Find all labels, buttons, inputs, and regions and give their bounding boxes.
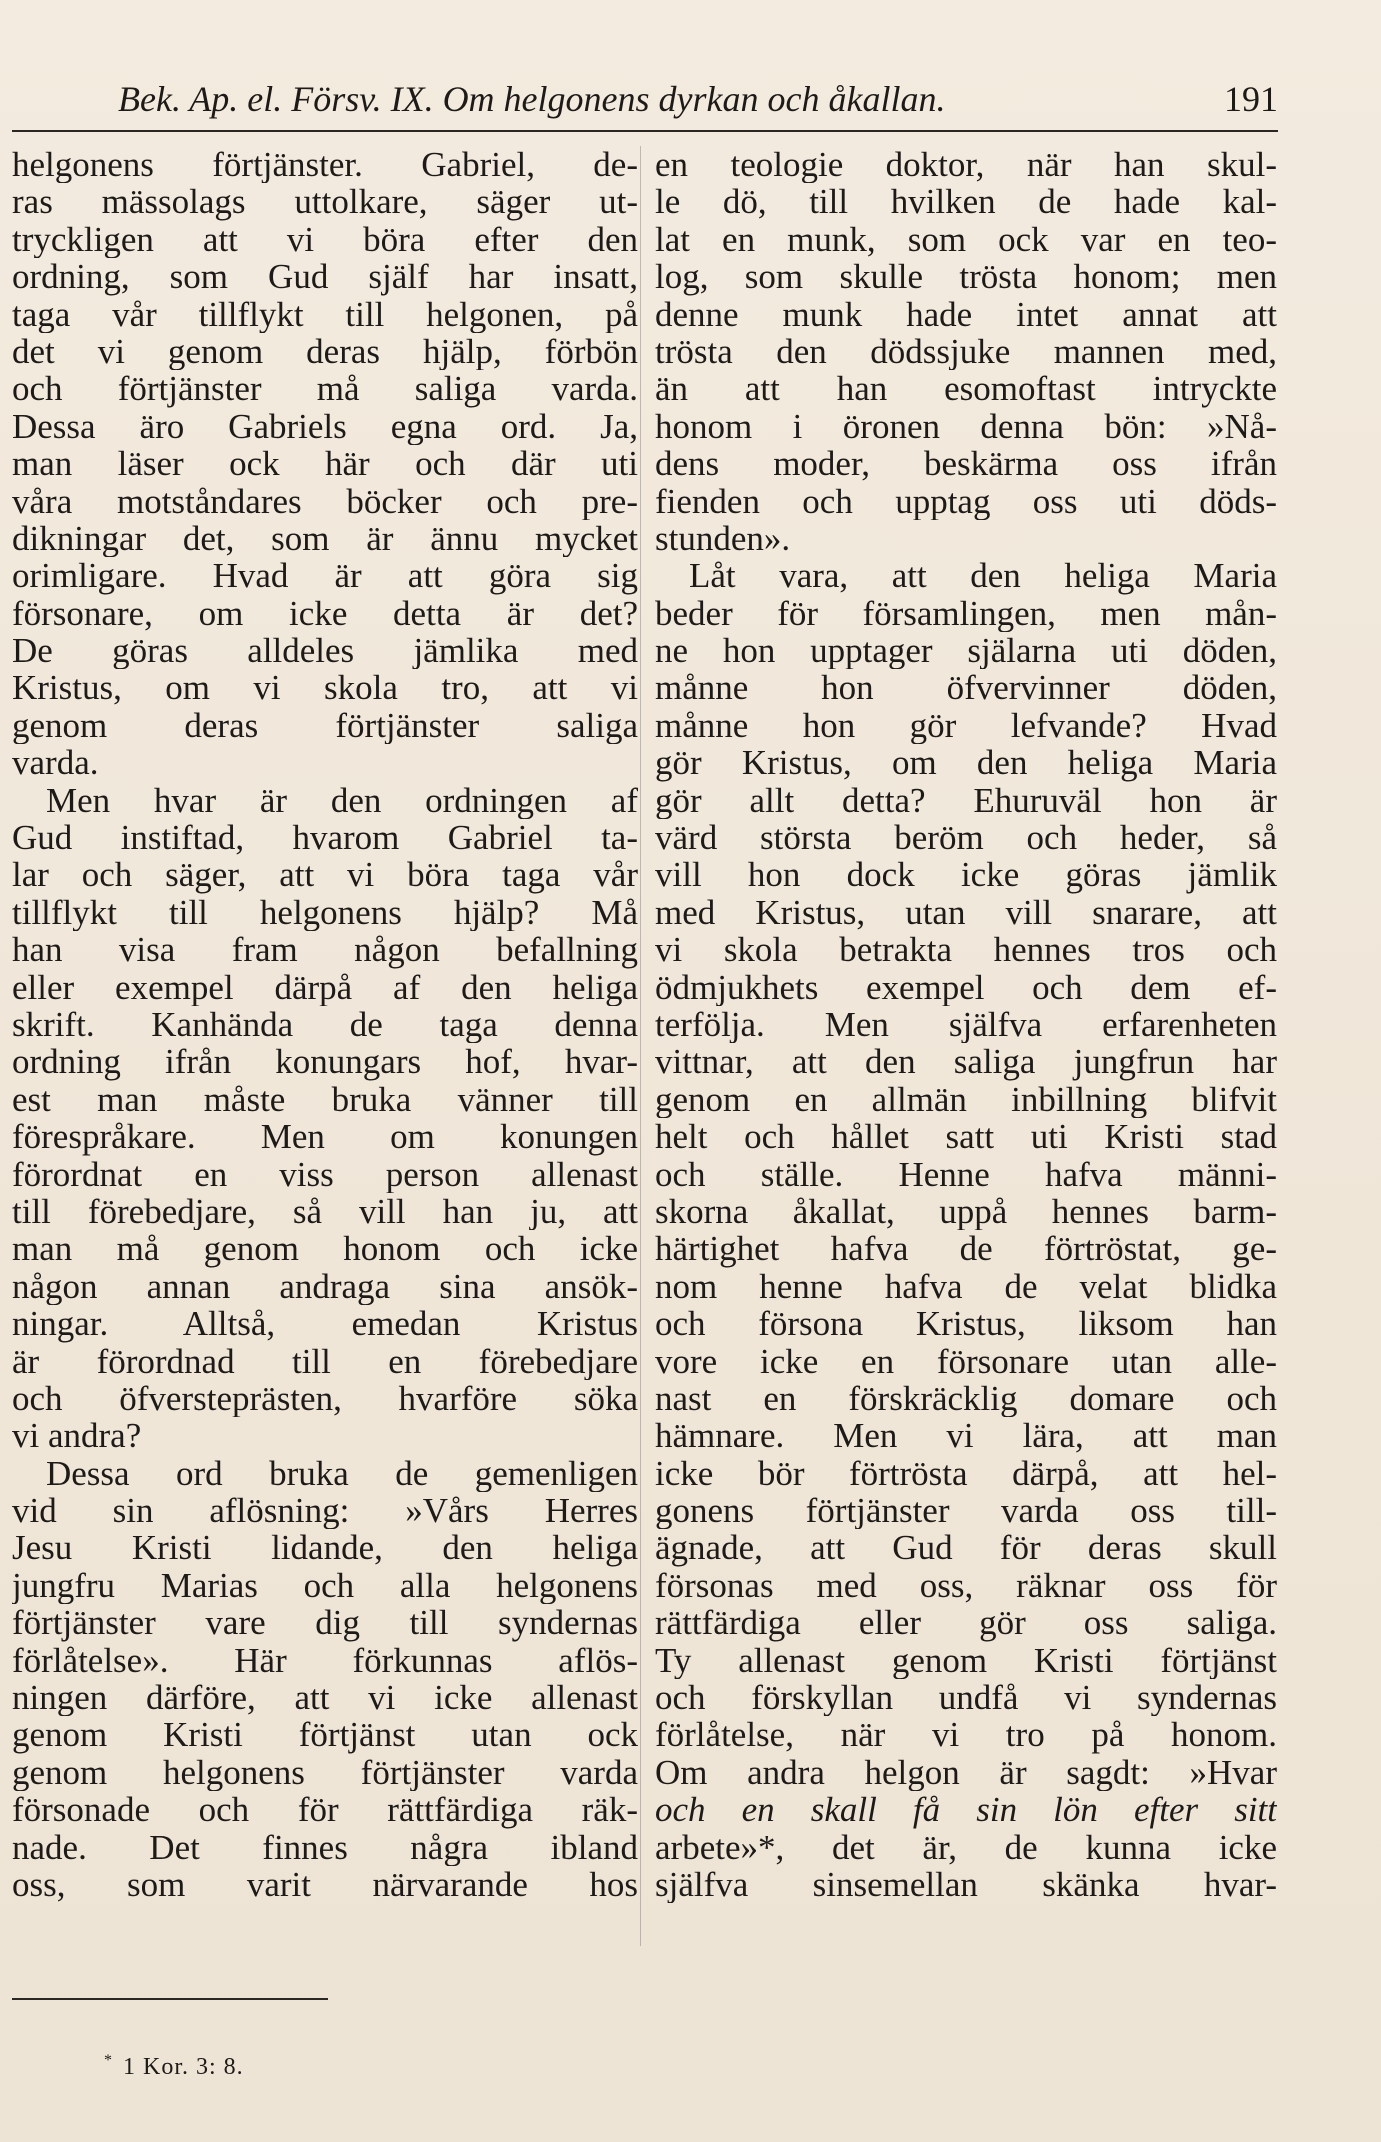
- text-line: denne munk hade intet annat att: [655, 295, 1277, 333]
- text-line: till förebedjare, så vill han ju, att: [12, 1192, 638, 1231]
- footnote-rule: [12, 1998, 328, 2000]
- text-line: och öfversteprästen, hvarföre söka: [12, 1379, 638, 1418]
- column-divider: [640, 146, 641, 1946]
- text-line: vi skola betrakta hennes tros och: [655, 931, 1277, 969]
- text-line: dikningar det, som är ännu mycket: [12, 519, 638, 558]
- text-line: gör allt detta? Ehuruväl hon är: [655, 781, 1277, 820]
- text-line: vill hon dock icke göras jämlik: [655, 856, 1277, 894]
- text-line: icke bör förtrösta därpå, att hel-: [655, 1454, 1277, 1493]
- text-line: förlåtelse, när vi tro på honom.: [655, 1716, 1277, 1754]
- text-line: tryckligen att vi böra efter den: [12, 220, 638, 259]
- text-line: gonens förtjänster varda oss till-: [655, 1492, 1277, 1530]
- text-line: förtjänster vare dig till syndernas: [12, 1604, 638, 1642]
- text-line: Låt vara, att den heliga Maria: [689, 557, 1277, 595]
- text-line: försonas med oss, räknar oss för: [655, 1566, 1277, 1605]
- header-rule: [12, 130, 1278, 132]
- text-line: Gud instiftad, hvarom Gabriel ta-: [12, 819, 638, 857]
- text-line: Dessa ord bruka de gemenligen: [46, 1454, 638, 1493]
- text-line: ningar. Alltså, emedan Kristus: [12, 1305, 638, 1343]
- text-line: vid sin aflösning: »Vårs Herres: [12, 1492, 638, 1530]
- text-line: med Kristus, utan vill snarare, att: [655, 893, 1277, 932]
- footnote-marker: *: [104, 2052, 113, 2069]
- text-line: ras mässolags uttolkare, säger ut-: [12, 183, 638, 221]
- text-line: förespråkare. Men om konungen: [12, 1118, 638, 1156]
- text-line: genom Kristi förtjänst utan ock: [12, 1716, 638, 1754]
- text-line: våra motståndares böcker och pre-: [12, 482, 638, 520]
- running-title: Bek. Ap. el. Försv. IX. Om helgonens dyrkan och åkallan.: [118, 79, 946, 119]
- text-line: månne hon gör lefvande? Hvad: [655, 706, 1277, 745]
- text-line: helt och hållet satt uti Kristi stad: [655, 1118, 1277, 1156]
- text-line: helgonens förtjänster. Gabriel, de-: [12, 146, 638, 184]
- text-line: trösta den dödssjuke mannen med,: [655, 332, 1277, 371]
- text-line: värd största beröm och heder, så: [655, 819, 1277, 857]
- text-line: förordnat en viss person allenast: [12, 1155, 638, 1193]
- text-line: genom deras förtjänster saliga: [12, 706, 638, 745]
- footnote-text: 1 Kor. 3: 8.: [123, 2054, 244, 2080]
- text-line: Kristus, om vi skola tro, att vi: [12, 669, 638, 707]
- text-line: försonade och för rättfärdiga räk-: [12, 1791, 638, 1829]
- text-line: genom helgonens förtjänster varda: [12, 1753, 638, 1792]
- text-line: Men hvar är den ordningen af: [46, 781, 638, 820]
- text-line: och förskyllan undfå vi syndernas: [655, 1679, 1277, 1717]
- text-line: själfva sinsemellan skänka hvar-: [655, 1865, 1277, 1904]
- text-line: ningen därföre, att vi icke allenast: [12, 1679, 638, 1717]
- text-line: lar och säger, att vi böra taga vår: [12, 856, 638, 894]
- text-line: är förordnad till en förebedjare: [12, 1342, 638, 1380]
- text-line: en teologie doktor, när han skul-: [655, 146, 1277, 184]
- text-line: le dö, till hvilken de hade kal-: [655, 183, 1277, 221]
- text-line: est man måste bruka vänner till: [12, 1080, 638, 1119]
- text-line: jungfru Marias och alla helgonens: [12, 1566, 638, 1605]
- text-line: ordning, som Gud själf har insatt,: [12, 258, 638, 296]
- text-line: man läser ock här och där uti: [12, 445, 638, 483]
- text-line: vore icke en försonare utan alle-: [655, 1342, 1277, 1380]
- text-line: genom en allmän inbillning blifvit: [655, 1080, 1277, 1119]
- text-line: eller exempel därpå af den heliga: [12, 968, 638, 1006]
- text-line: försonare, om icke detta är det?: [12, 594, 638, 633]
- text-line: skrift. Kanhända de taga denna: [12, 1005, 638, 1044]
- text-line: skorna åkallat, uppå hennes barm-: [655, 1192, 1277, 1231]
- footnote: [104, 2052, 244, 2081]
- text-line: honom i öronen denna bön: »Nå-: [655, 407, 1277, 446]
- text-line: lat en munk, som ock var en teo-: [655, 220, 1277, 259]
- text-line: ordning ifrån konungars hof, hvar-: [12, 1043, 638, 1081]
- text-line: vi andra?: [12, 1417, 142, 1455]
- text-line: stunden».: [655, 519, 791, 558]
- text-line: tillflykt till helgonens hjälp? Må: [12, 893, 638, 932]
- text-line: och en skall få sin lön efter sitt: [655, 1791, 1277, 1829]
- text-line: Jesu Kristi lidande, den heliga: [12, 1529, 638, 1567]
- text-line: nast en förskräcklig domare och: [655, 1379, 1277, 1418]
- text-line: arbete»*, det är, de kunna icke: [655, 1828, 1277, 1866]
- text-line: Ty allenast genom Kristi förtjänst: [655, 1641, 1277, 1680]
- text-line: terfölja. Men själfva erfarenheten: [655, 1005, 1277, 1044]
- text-line: De göras alldeles jämlika med: [12, 632, 638, 670]
- text-line: härtighet hafva de förtröstat, ge-: [655, 1230, 1277, 1268]
- running-header: [118, 78, 1278, 128]
- text-line: ägnade, att Gud för deras skull: [655, 1529, 1277, 1567]
- text-line: och ställe. Henne hafva männi-: [655, 1155, 1277, 1193]
- text-line: orimligare. Hvad är att göra sig: [12, 557, 638, 595]
- text-line: man må genom honom och icke: [12, 1230, 638, 1268]
- text-line: hämnare. Men vi lära, att man: [655, 1417, 1277, 1455]
- text-line: fienden och upptag oss uti döds-: [655, 482, 1277, 520]
- text-line: nade. Det finnes några ibland: [12, 1828, 638, 1866]
- text-line: det vi genom deras hjälp, förbön: [12, 332, 638, 371]
- text-line: och förtjänster må saliga varda.: [12, 370, 638, 408]
- text-line: Dessa äro Gabriels egna ord. Ja,: [12, 407, 638, 446]
- text-line: log, som skulle trösta honom; men: [655, 258, 1277, 296]
- text-line: månne hon öfvervinner döden,: [655, 669, 1277, 707]
- text-line: ne hon upptager själarna uti döden,: [655, 632, 1277, 670]
- text-line: och försona Kristus, liksom han: [655, 1305, 1277, 1343]
- text-line: oss, som varit närvarande hos: [12, 1865, 638, 1904]
- text-line: taga vår tillflykt till helgonen, på: [12, 295, 638, 333]
- text-line: ödmjukhets exempel och dem ef-: [655, 968, 1277, 1006]
- text-line: han visa fram någon befallning: [12, 931, 638, 969]
- right-text-column: [655, 146, 1277, 1903]
- text-line: gör Kristus, om den heliga Maria: [655, 744, 1277, 782]
- page-number: 191: [1224, 79, 1278, 119]
- left-text-column: [12, 146, 638, 1903]
- text-line: rättfärdiga eller gör oss saliga.: [655, 1604, 1277, 1642]
- text-line: Om andra helgon är sagdt: »Hvar: [655, 1753, 1277, 1792]
- text-line: vittnar, att den saliga jungfrun har: [655, 1043, 1277, 1081]
- text-line: beder för församlingen, men mån-: [655, 594, 1277, 633]
- text-line: någon annan andraga sina ansök-: [12, 1267, 638, 1306]
- text-line: än att han esomoftast intryckte: [655, 370, 1277, 408]
- text-line: varda.: [12, 744, 99, 782]
- text-line: förlåtelse». Här förkunnas aflös-: [12, 1641, 638, 1680]
- text-line: nom henne hafva de velat blidka: [655, 1267, 1277, 1306]
- text-line: dens moder, beskärma oss ifrån: [655, 445, 1277, 483]
